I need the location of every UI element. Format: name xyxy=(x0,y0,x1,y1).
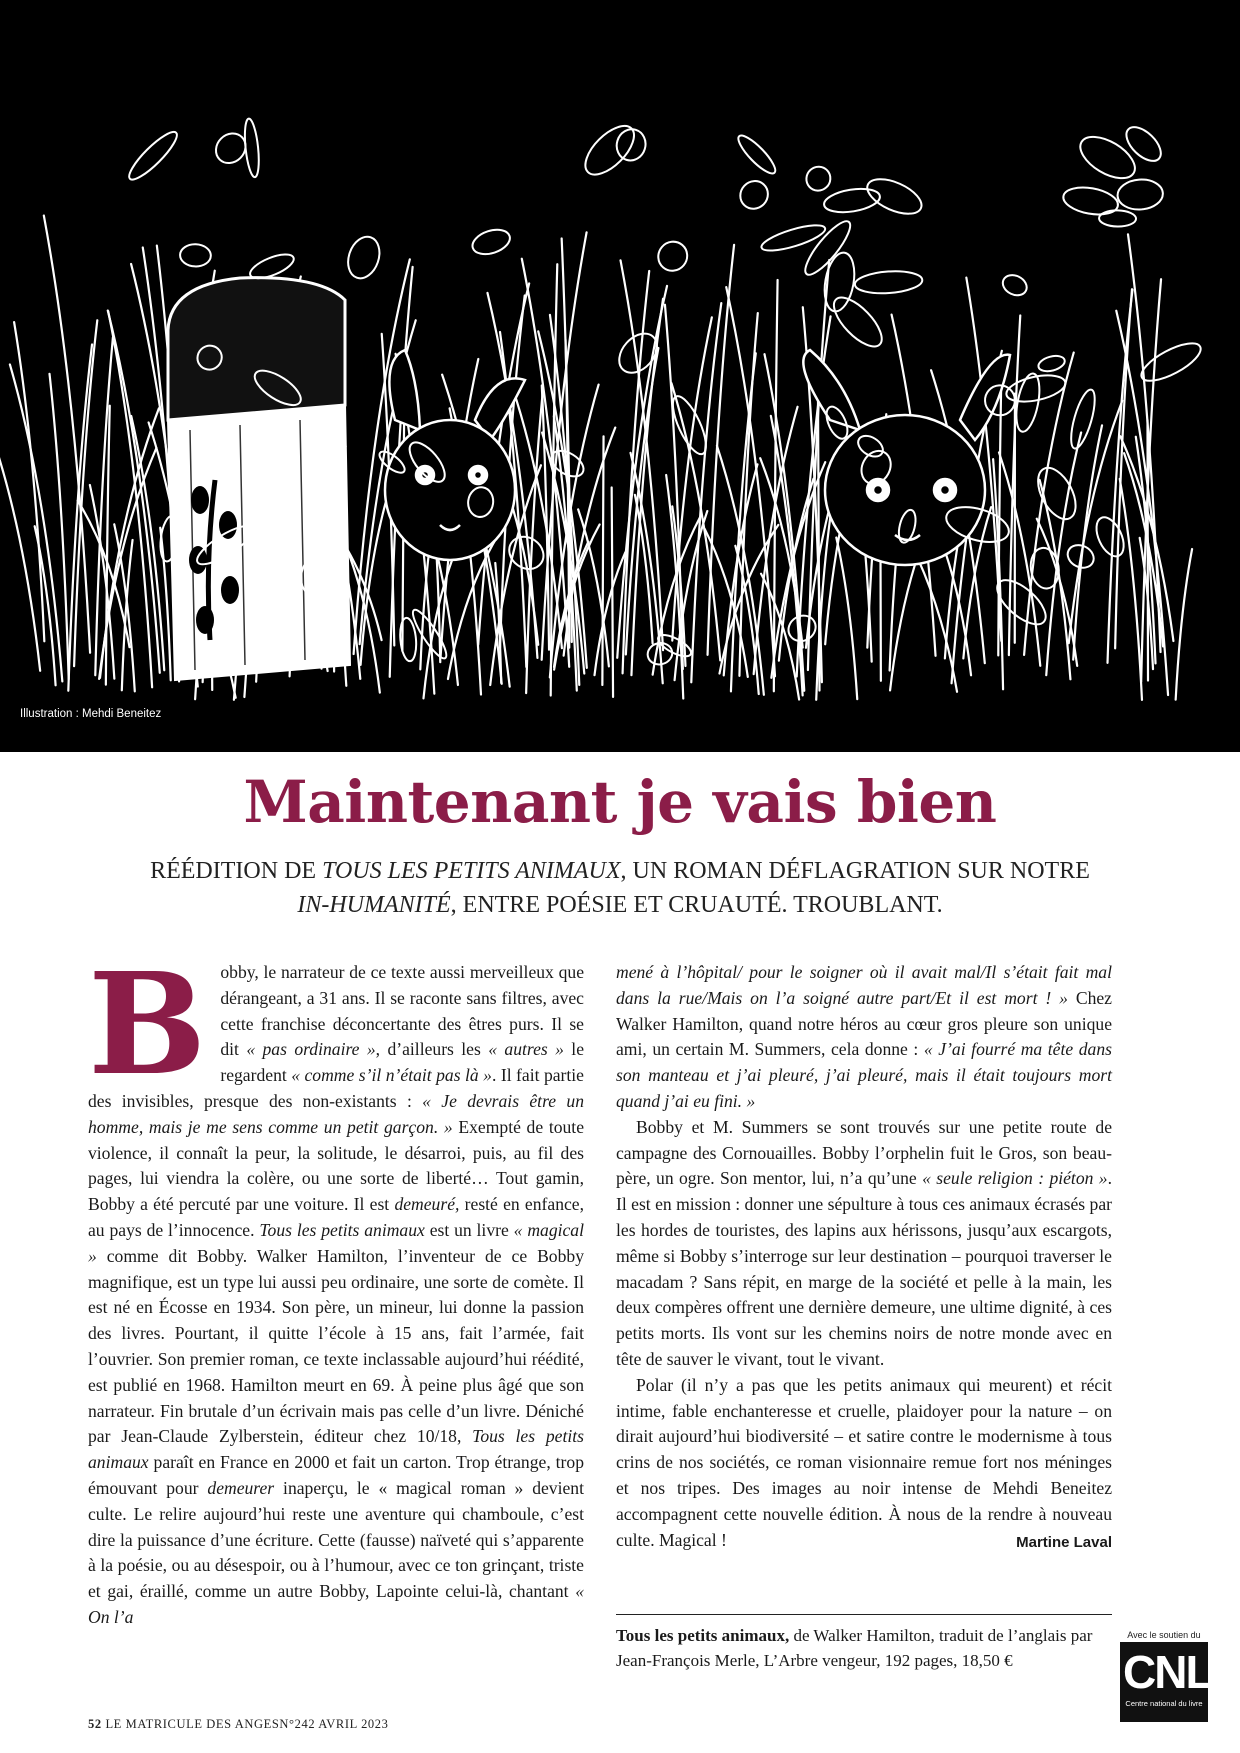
quote: « J’ai fourré ma tête dans son manteau et j’ai pleuré, j’ai pleuré, mais il était toujours mort quand j’ai eu fini. » xyxy=(616,1039,1112,1111)
cnl-logo: CNL xyxy=(1123,1646,1212,1698)
subtitle-emphasis: IN-HUMANITÉ xyxy=(297,892,451,918)
emphasis: demeurer xyxy=(207,1477,275,1498)
subtitle-text: , UN ROMAN DÉFLAGRATION SUR NOTRE xyxy=(620,858,1090,884)
text: , d’ailleurs les xyxy=(375,1039,489,1060)
book-info xyxy=(616,1614,1112,1673)
article-column-right xyxy=(616,960,1112,1555)
text: Chez Walker Hamilton, quand notre héros au cœur gros pleure son unique ami, un certain M. Summers, cela donne : xyxy=(616,987,1112,1060)
article-column-left xyxy=(88,943,585,1631)
grass-blade xyxy=(602,436,603,685)
cnl-logo-box xyxy=(1120,1642,1212,1722)
book-info-title: Tous les petits animaux, xyxy=(616,1626,790,1645)
quote: « Je devrais être un homme, mais je me sens comme un petit garçon. » xyxy=(88,1090,584,1137)
cnl-badge xyxy=(1120,1630,1212,1722)
magazine-name: LE MATRICULE DES ANGES xyxy=(105,1717,280,1731)
paragraph xyxy=(616,1115,1112,1373)
rabbit-grass-icon xyxy=(0,0,1240,752)
issue-date: AVRIL 2023 xyxy=(318,1717,389,1731)
quote: « autres » xyxy=(488,1039,564,1060)
subtitle-text: , ENTRE POÉSIE ET CRUAUTÉ. TROUBLANT. xyxy=(450,892,943,918)
text: le regardent xyxy=(220,1039,585,1086)
quote: « comme s’il n’était pas là » xyxy=(291,1065,492,1086)
page-footer xyxy=(88,1717,388,1732)
hero-illustration xyxy=(0,0,1240,752)
cnl-tagline: Centre national du livre xyxy=(1125,1699,1203,1708)
paragraph xyxy=(88,943,585,1631)
text: comme dit Bobby. Walker Hamilton, l’inventeur de ce Bobby magnifique, est un type lui aussi peu ordinaire, une sorte de comète. Il est né en Écosse en 1934. Son père, un mineur, lui donne la passion des livres. Pourtant, il quitte l’école à 15 ans, fait l’armée, fait l’ouvrier. Son premier roman, ce texte inclassable aujourd’hui réédité, est publié en 1968. Hamilton meurt en 69. À peine plus âgé que son narrateur. Fin brutale d’un écrivain mais pas celle d’un livre. Déniché par Jean-Claude Zylberstein, éditeur chez 10/18, xyxy=(88,1245,584,1447)
text: Bobby et M. Summers se sont trouvés sur une petite route de campagne des Cornouailles. Bobby l’orphelin fuit le Gros, son beau-père, un ogre. Son mentor, lui, n’a qu’une xyxy=(616,1116,1112,1189)
text: . Il fait partie des invisibles, presque des non-existants : xyxy=(88,1065,584,1111)
quote: « pas ordinaire » xyxy=(246,1039,376,1060)
quote: « seule religion : piéton » xyxy=(922,1168,1108,1189)
article-subtitle xyxy=(110,854,1130,922)
text: . Il est en mission : donner une sépulture à tous ces animaux écrasés par les hordes de touristes, des lapins aux hérissons, jusqu’aux escargots, même si Bobby s’interroge sur leur destination – pourquoi traverser le macadam ? Sans répit, en marge de la société et pelle à la main, les deux compères offrent une dernière demeure, une ultime dignité, à ces petits morts. Ils vont sur les chemins noirs de notre monde avec en tête de sauver le vivant, tout le vivant. xyxy=(616,1168,1112,1369)
book-title: Tous les petits animaux xyxy=(88,1426,584,1473)
drop-cap: B xyxy=(88,943,207,1107)
text: obby, le narrateur de ce texte aussi merveilleux que dérangeant, a 31 ans. Il se raconte sans filtres, avec cette franchise déconcertante des êtres purs. Il se dit xyxy=(220,962,584,1060)
page-number: 52 xyxy=(88,1717,102,1731)
paragraph xyxy=(616,1373,1112,1554)
text: inaperçu, le « magical roman » devient culte. Le relire aujourd’hui reste une aventure qui chamboule, c’est dire la puissance d’une écriture. Cette (fausse) naïveté qui s’apparente à la poésie, ou au désespoir, ou à l’humour, avec ce ton grinçant, triste et gai, éraillé, comme un autre Bobby, Lapointe celui-là, chantant xyxy=(88,1477,584,1602)
issue-number: N°242 xyxy=(279,1717,316,1731)
text: Polar (il n’y a pas que les petits animaux qui meurent) et récit intime, fable enchanteresse et cruelle, plaidoyer pour la nature – on dirait aujourd’hui biodiversité – et satire contre le modernisme à tous crins de nos sociétés, ce roman visionnaire remue fort nos méninges et nos tripes. Des images au noir intense de Mehdi Beneitez accompagnent cette nouvelle édition. À nous de la rendre à nouveau culte. Magical ! xyxy=(616,1374,1112,1550)
emphasis: demeuré, xyxy=(394,1194,460,1215)
quote: « magical » xyxy=(88,1219,584,1266)
cnl-support-text: Avec le soutien du xyxy=(1127,1630,1201,1640)
book-title: Tous les petits animaux xyxy=(259,1219,425,1240)
illustration-credit: Illustration : Mehdi Beneitez xyxy=(20,708,162,720)
text: Exempté de toute violence, il connaît la peur, la solitude, le désarroi, puis, au fil des pages, lui viendra la colère, ou une sorte de liberté… Tout gamin, Bobby a été percuté par une voiture. Il est xyxy=(88,1116,585,1215)
text: est un livre xyxy=(424,1219,514,1240)
subtitle-book-title: TOUS LES PETITS ANIMAUX xyxy=(322,858,621,884)
bollard-icon xyxy=(168,278,350,680)
text: resté en enfance, au pays de l’innocence. xyxy=(88,1194,585,1240)
article-title: Maintenant je vais bien xyxy=(243,768,997,836)
quote: « On l’a xyxy=(88,1581,584,1627)
subtitle-text: RÉÉDITION DE xyxy=(150,858,323,884)
paragraph xyxy=(616,960,1112,1115)
text: paraît en France en 2000 et fait un carton. Trop étrange, trop émouvant pour xyxy=(88,1452,584,1498)
author-signature: Martine Laval xyxy=(1016,1533,1112,1551)
book-info-details: de Walker Hamilton, traduit de l’anglais par Jean-François Merle, L’Arbre vengeur, 192 pages, 18,50 € xyxy=(616,1626,1093,1670)
quote: mené à l’hôpital/ pour le soigner où il avait mal/Il s’était fait mal dans la rue/Mais on l’a soigné autre part/Et il est mort ! » xyxy=(616,962,1112,1008)
